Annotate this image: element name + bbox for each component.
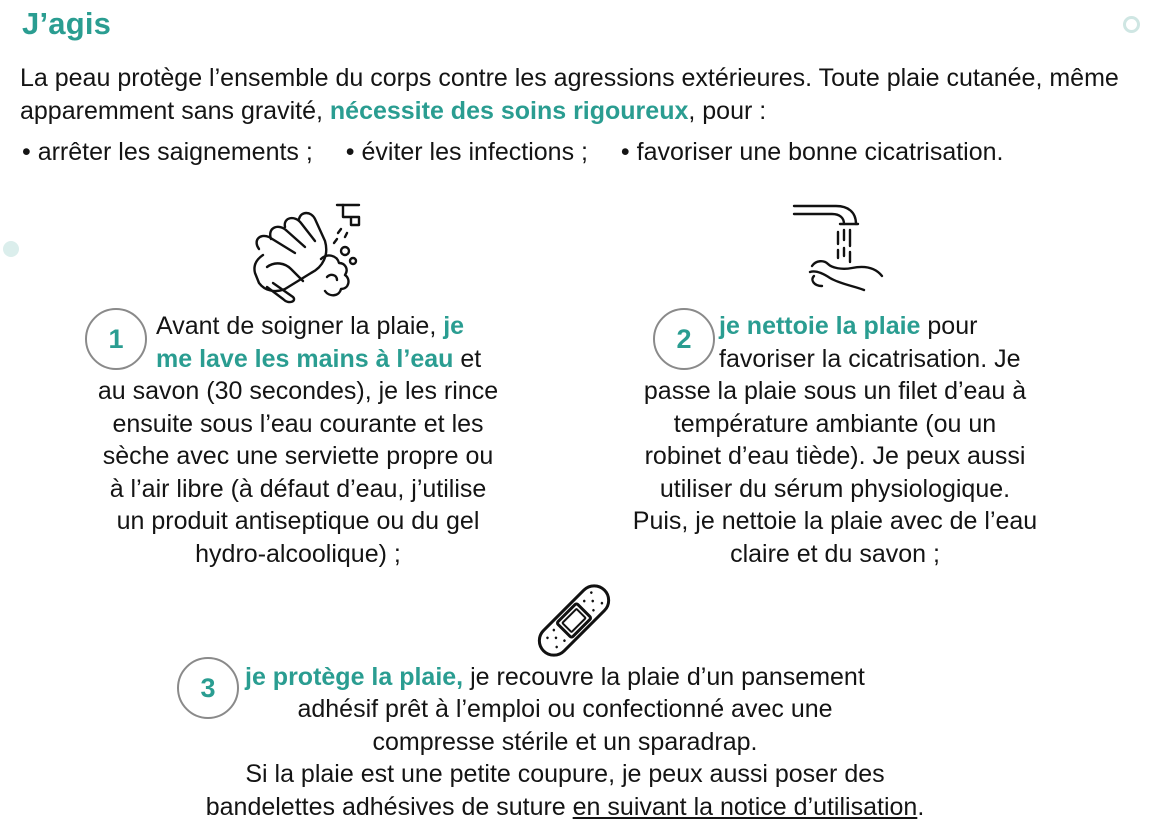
step-3-line bbox=[245, 661, 865, 694]
bandage-icon bbox=[535, 583, 613, 658]
step-1-body bbox=[48, 375, 548, 570]
usage-notice-text: en suivant la notice d’utilisation bbox=[572, 792, 918, 821]
goal-item: • éviter les infections ; bbox=[345, 138, 588, 166]
step-2-line bbox=[719, 310, 1021, 343]
step-1-line: au savon (30 secondes), je les rince bbox=[97, 377, 499, 405]
step-2-line: température ambiante (ou un bbox=[673, 409, 997, 438]
step-2-heading bbox=[719, 310, 1021, 375]
hand-washing-icon bbox=[245, 197, 365, 305]
step-1-line bbox=[156, 343, 481, 376]
step-2-number: 2 bbox=[653, 308, 715, 370]
step-1-highlight: je bbox=[443, 312, 465, 340]
step-1-line: hydro-alcoolique) ; bbox=[195, 539, 401, 568]
step-1-highlight: me lave les mains à l’eau bbox=[156, 344, 454, 373]
step-3-body bbox=[100, 693, 1030, 823]
step-1-line: sèche avec une serviette propre ou bbox=[102, 442, 494, 470]
intro-paragraph bbox=[20, 62, 1140, 128]
decorative-dot bbox=[3, 241, 19, 257]
step-2-text: pour bbox=[920, 312, 978, 340]
step-3-line bbox=[100, 791, 1030, 824]
step-3-heading bbox=[245, 661, 865, 694]
step-1-text: Avant de soigner la plaie, bbox=[156, 312, 444, 340]
step-2-line: claire et du savon ; bbox=[730, 539, 940, 568]
goal-list bbox=[22, 136, 1152, 168]
step-2-highlight: je nettoie la plaie bbox=[719, 312, 921, 340]
intro-text-end: , pour : bbox=[688, 97, 767, 125]
step-2-line: utiliser du sérum physiologique. bbox=[659, 474, 1011, 503]
step-1-line: un produit antiseptique ou du gel bbox=[116, 507, 480, 535]
step-2-line: passe la plaie sous un filet d’eau à bbox=[643, 377, 1027, 405]
step-3-text: je recouvre la plaie d’un pansement bbox=[463, 663, 865, 691]
step-3-line: adhésif prêt à l’emploi ou confectionné avec une bbox=[297, 695, 833, 723]
decorative-ring bbox=[1123, 16, 1140, 33]
step-2-line: robinet d’eau tiède). Je peux aussi bbox=[644, 442, 1026, 470]
step-1-heading bbox=[156, 310, 481, 375]
step-3-number: 3 bbox=[177, 657, 239, 719]
step-1-number: 1 bbox=[85, 308, 147, 370]
step-3-text: . bbox=[917, 792, 925, 821]
step-1-line bbox=[156, 310, 481, 343]
step-1-line: ensuite sous l’eau courante et les bbox=[112, 409, 484, 438]
goal-item: • arrêter les saignements ; bbox=[22, 138, 313, 166]
intro-text-start: La peau protège l’ensemble du corps contre les agressions extérieures. Toute plaie cutanée, même apparemment sans gravité, bbox=[20, 64, 1119, 125]
water-tap-icon bbox=[792, 200, 887, 298]
step-2-line: Puis, je nettoie la plaie avec de l’eau bbox=[632, 507, 1038, 535]
step-2-line: favoriser la cicatrisation. Je bbox=[719, 344, 1021, 373]
step-1-text: et bbox=[453, 344, 482, 373]
step-1-line: à l’air libre (à défaut d’eau, j’utilise bbox=[109, 474, 487, 503]
intro-highlight: nécessite des soins rigoureux bbox=[329, 97, 689, 125]
step-3-highlight: je protège la plaie, bbox=[245, 663, 464, 691]
goal-item: • favoriser une bonne cicatrisation. bbox=[620, 138, 1004, 166]
step-2-body bbox=[585, 375, 1085, 570]
step-3-line: Si la plaie est une petite coupure, je peux aussi poser des bbox=[245, 760, 885, 788]
page-title: J’agis bbox=[22, 6, 112, 41]
step-3-line: compresse stérile et un sparadrap. bbox=[372, 727, 758, 756]
step-3-text: bandelettes adhésives de suture bbox=[205, 792, 573, 821]
